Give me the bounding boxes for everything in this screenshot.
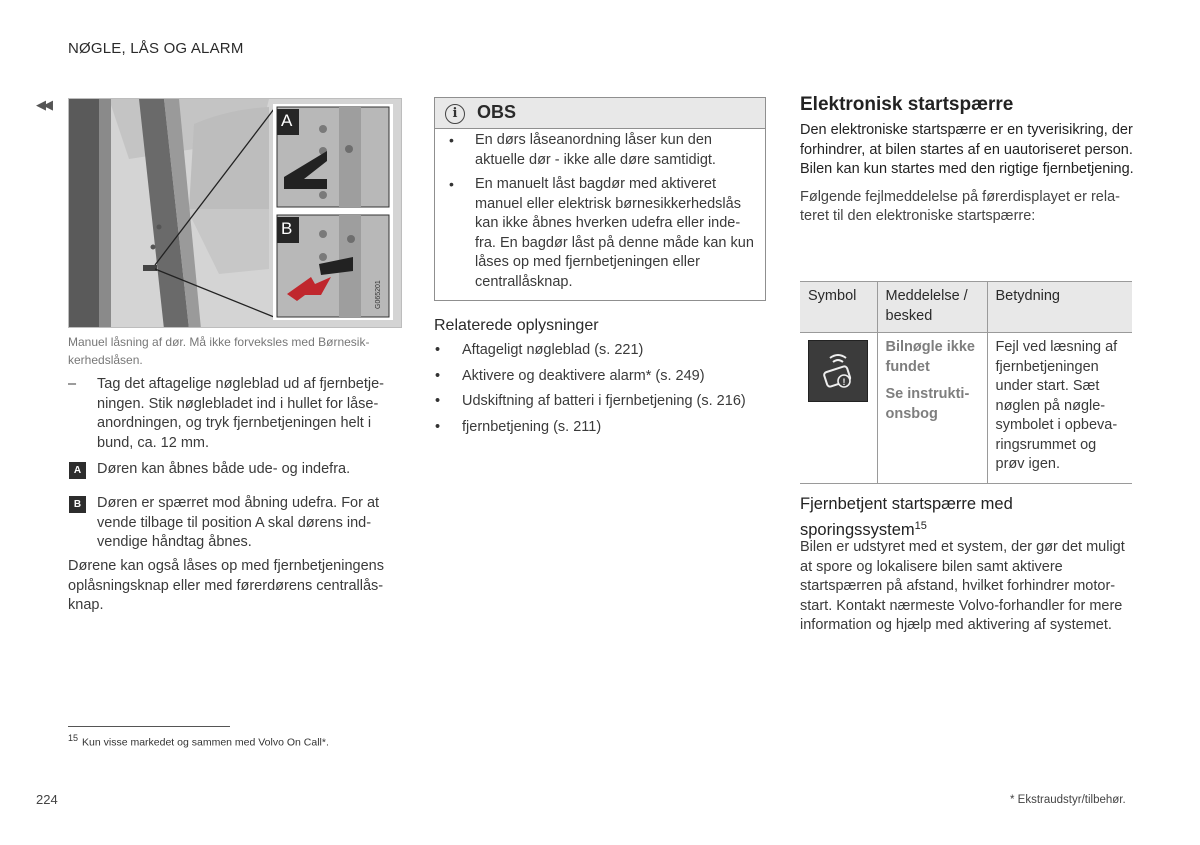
position-a-text: Døren kan åbnes både ude- og indefra. (97, 461, 351, 477)
obs-header (435, 98, 765, 129)
figure-caption: Manuel låsning af dør. Må ikke forveksles med Børnesikkerhedslåsen. (68, 335, 370, 367)
error-message-table (800, 281, 1132, 484)
intro-block (800, 121, 1134, 227)
column-header-message: Meddelelse / besked (877, 282, 987, 333)
key-remote-warning-icon (808, 340, 868, 402)
footnote-number: 15 (68, 733, 79, 743)
intro-paragraph-3: Følgende fejlmeddelelse på førerdisplayet er relateret til den elektroniske startspærre: (800, 188, 1120, 224)
instruction-step (68, 375, 402, 453)
figure-label-a: A (281, 111, 293, 130)
info-icon: i (445, 104, 465, 124)
related-link[interactable]: • Aftageligt nøgleblad (s. 221) (434, 338, 774, 364)
symbol-cell (800, 333, 877, 484)
meaning-cell: Fejl ved læsning af fjernbetjeningen under start. Sæt nøglen på nøglesymbolet i opbevaringsrummet og prøv igen. (987, 333, 1132, 484)
related-info-title: Relaterede oplysninger (434, 317, 599, 334)
obs-list (435, 131, 765, 297)
related-link[interactable]: • Udskiftning af batteri i fjernbetjening (s. 216) (434, 389, 774, 415)
key-remote-warning-icon-svg (815, 348, 861, 394)
footnote-text: Kun visse markedet og sammen med Volvo On Call*. (82, 736, 329, 749)
message-line-1: Bilnøgle ikke fundet (885, 339, 975, 375)
left-paragraph: Dørene kan også låses op med fjernbetjeningens oplåsningsknap eller med førerdørens centrallåsknap. (68, 558, 384, 613)
obs-title: OBS (477, 102, 517, 122)
intro-paragraph-1: Den elektroniske startspærre er en tyverisikring, der forhindrer, at bilen startes af en uautoriseret person. (800, 122, 1133, 158)
position-a-item (68, 460, 402, 480)
step-dash: – (68, 376, 77, 392)
table-row (800, 333, 1132, 484)
position-a-badge: A (69, 462, 86, 479)
figure-label-b: B (281, 219, 293, 238)
back-arrows-icon[interactable]: ◀◀ (36, 97, 50, 112)
accessory-note: * Ekstraudstyr/tilbehør. (1010, 794, 1126, 806)
position-b-item (68, 494, 402, 553)
obs-item: • En dørs låseanordning låser kun den aktuelle dør - ikke alle døre samtidigt. (435, 131, 765, 170)
intro-paragraph-2: Bilen kan kun startes med den rigtige fjernbetjening. (800, 161, 1134, 177)
related-link[interactable]: • fjernbetjening (s. 211) (434, 415, 774, 441)
subsection-paragraph: Bilen er udstyret med et system, der gør det muligt at spore og lokalisere bilen samt aktivere startspærren på afstand, hvilket forhindrer motorstart. Kontakt nærmeste Volvo-forhandler for mere information og hjælp med aktivering af systemet. (800, 539, 1125, 633)
door-lock-illustration (68, 98, 402, 328)
message-line-2: Se instruktionsbog (885, 386, 970, 422)
step-text: Tag det aftagelige nøgleblad ud af fjernbetjeningen. Stik nøglebladet ind i hullet for låseanordningen, og tryk fjernbetjeningen helt i bund, ca. 12 mm. (97, 376, 384, 451)
related-link[interactable]: • Aktivere og deaktivere alarm* (s. 249) (434, 364, 774, 390)
subsection-title-text: Fjernbetjent startspærre med sporingssystem (800, 495, 1013, 539)
subsection-title (800, 493, 1134, 541)
footnote-ref[interactable]: 15 (914, 520, 927, 532)
page-number: 224 (36, 792, 58, 807)
column-header-symbol: Symbol (800, 282, 877, 333)
message-cell (877, 333, 987, 484)
obs-note-box (434, 97, 766, 301)
position-b-text: Døren er spærret mod åbning udefra. For at vende tilbage til position A skal dørens indvendige håndtag åbnes. (97, 495, 380, 550)
footnote-divider (68, 726, 230, 727)
column-header-meaning: Betydning (987, 282, 1132, 333)
figure-code: G065201 (375, 280, 382, 309)
footnote (68, 733, 329, 749)
section-title: Elektronisk startspærre (800, 94, 1014, 115)
obs-item: • En manuelt låst bagdør med aktiveret manuel eller elektrisk børnesikkerhedslås kan ikke åbnes hverken udefra eller indefra. En bagdør låst på denne måde kan kun låses op med fjernbetjeningen eller centrallåsknap. (435, 175, 765, 292)
related-info-list (434, 338, 774, 440)
door-illustration-svg (69, 99, 402, 328)
page-header-title: NØGLE, LÅS OG ALARM (68, 40, 244, 57)
svg-text:!: ! (842, 377, 846, 387)
position-b-badge: B (69, 496, 86, 513)
